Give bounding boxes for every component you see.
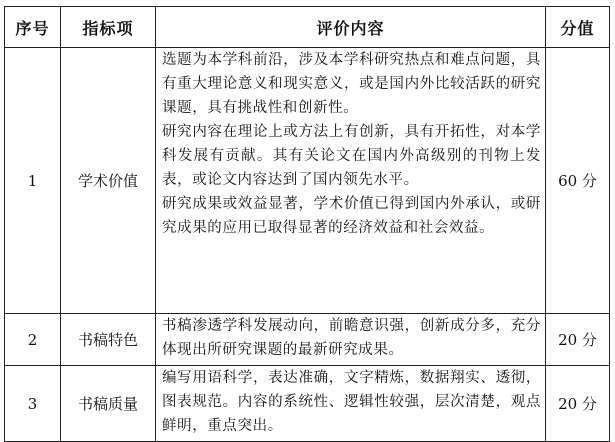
header-score: 分值 — [546, 7, 610, 48]
content-paragraph: 书稿渗透学科发展动向，前瞻意识强，创新成分多，充分体现出所研究课题的最新研究成果。 — [162, 318, 541, 358]
header-row — [5, 7, 610, 48]
content-paragraph: 编写用语科学，表达准确，文字精炼，数据翔实、透彻，图表规范。内容的系统性、逻辑性较强，层次清楚，观点鲜明，重点突出。 — [162, 370, 541, 434]
row-content — [156, 314, 546, 366]
row-score: 20 分 — [546, 366, 610, 442]
row-score: 20 分 — [546, 314, 610, 366]
row-number: 3 — [5, 366, 61, 442]
content-paragraph: 研究内容在理论上或方法上有创新，具有开拓性，对本学科发展有贡献。其有关论文在国内外高级别的刊物上发表，或论文内容达到了国内领先水平。 — [162, 124, 541, 188]
row-number: 1 — [5, 48, 61, 314]
content-paragraph: 研究成果或效益显著，学术价值已得到国内外承认，或研究成果的应用已取得显著的经济效益和社会效益。 — [162, 196, 541, 236]
header-evaluation-content: 评价内容 — [156, 7, 546, 48]
row-indicator: 学术价值 — [61, 48, 156, 314]
row-indicator: 书稿特色 — [61, 314, 156, 366]
table-row — [5, 366, 610, 442]
row-indicator: 书稿质量 — [61, 366, 156, 442]
row-score: 60 分 — [546, 48, 610, 314]
header-serial-number: 序号 — [5, 7, 61, 48]
table-row — [5, 314, 610, 366]
row-content — [156, 48, 546, 314]
row-number: 2 — [5, 314, 61, 366]
content-paragraph: 选题为本学科前沿，涉及本学科研究热点和难点问题，具有重大理论意义和现实意义，或是国内外比较活跃的研究课题，具有挑战性和创新性。 — [162, 52, 541, 116]
header-indicator: 指标项 — [61, 7, 156, 48]
table-row — [5, 48, 610, 314]
row-content — [156, 366, 546, 442]
evaluation-table — [4, 6, 610, 442]
